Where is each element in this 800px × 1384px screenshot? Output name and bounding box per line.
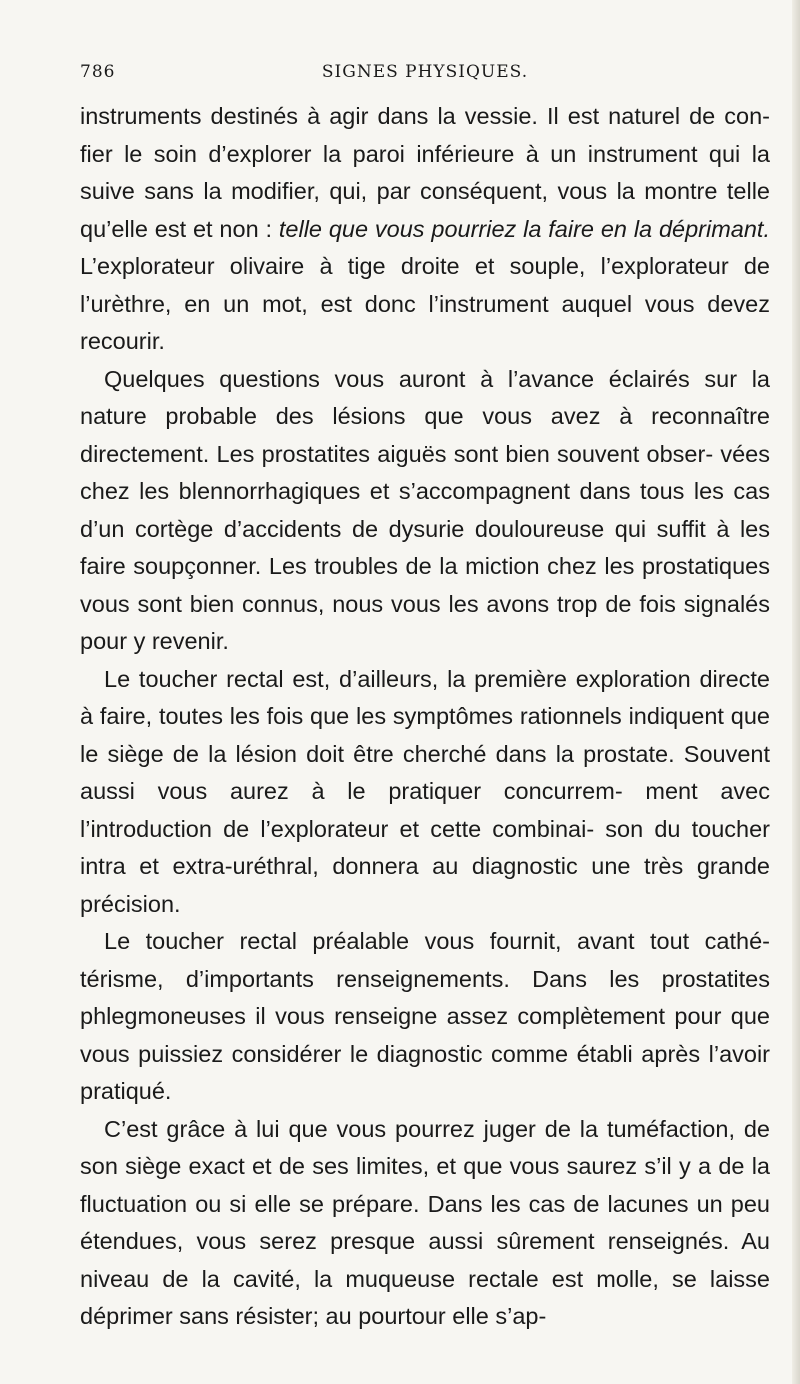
body-text bbox=[80, 98, 770, 1336]
paragraph-text-after-emphasis: L’explorateur olivaire à tige droite et souple, l’explorateur de l’urèthre, en un mot, est donc l’instrument auquel vous devez recourir. bbox=[80, 253, 770, 354]
paragraph-continuation bbox=[80, 98, 770, 361]
paragraph: Le toucher rectal préalable vous fournit, avant tout cathé- térisme, d’importants renseignements. Dans les prostatites phlegmoneuses il vous renseigne assez complètement pour que vous puissiez considérer le diagnostic comme établi après l’avoir pratiqué. bbox=[80, 928, 770, 1104]
page-number: 786 bbox=[80, 62, 116, 82]
paragraph: Quelques questions vous auront à l’avance éclairés sur la nature probable des lésions que vous avez à reconnaître directement. Les prostatites aiguës sont bien souvent obser- vées chez les blennorrhagiques et s’accompagnent dans tous les cas d’un cortège d’accidents de dysurie douloureuse qui suffit à les faire soupçonner. Les troubles de la miction chez les prostatiques vous sont bien connus, nous vous les avons trop de fois signalés pour y revenir. bbox=[80, 365, 770, 654]
paragraph: C’est grâce à lui que vous pourrez juger de la tuméfaction, de son siège exact et de ses limites, et que vous saurez s’il y a de la fluctuation ou si elle se prépare. Dans les cas de lacunes un peu étendues, vous serez presque aussi sûrement renseignés. Au niveau de la cavité, la muqueuse rectale est molle, se laisse déprimer sans résister; au pourtour elle s’ap- bbox=[80, 1115, 770, 1329]
running-title: SIGNES PHYSIQUES. bbox=[321, 62, 529, 82]
running-head bbox=[80, 62, 770, 92]
paragraph: Le toucher rectal est, d’ailleurs, la première exploration directe à faire, toutes les fois que les symptômes rationnels indiquent que le siège de la lésion doit être cherché dans la prostate. Souvent aussi vous aurez à le pratiquer concurrem- ment avec l’introduction de l’explorateur et cette combinai- son du toucher intra et extra-uréthral, donnera au diagnostic une très grande précision. bbox=[80, 665, 770, 917]
page-edge-shadow bbox=[792, 0, 800, 1384]
emphasized-phrase: telle que vous pourriez la faire en la déprimant. bbox=[278, 215, 770, 242]
paragraph-text-before-emphasis: instruments destinés à agir dans la vessie. Il est naturel de con- fier le soin d’explorer la paroi inférieure à un instrument qui la suive sans la modifier, qui, par conséquent, vous la montre telle qu’elle est et non : bbox=[80, 103, 770, 242]
book-page bbox=[80, 62, 770, 1336]
